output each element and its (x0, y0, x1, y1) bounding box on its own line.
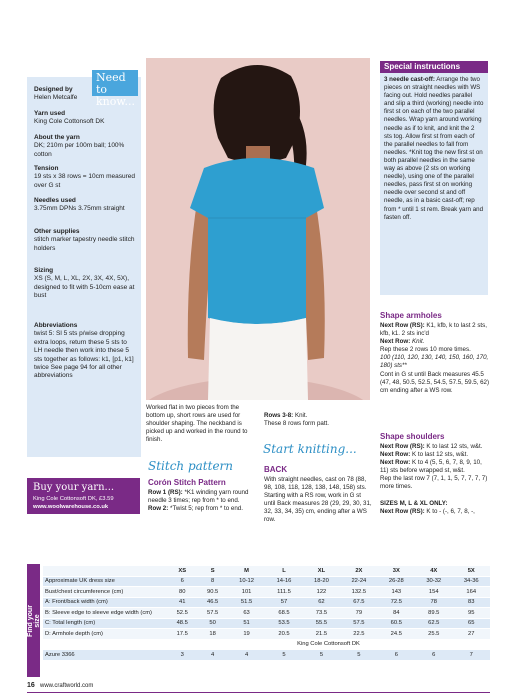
table-cell: 63 (228, 608, 265, 619)
next-row-label: Next Row: (380, 338, 411, 346)
info-block (34, 197, 136, 214)
info-heading: About the yarn (34, 134, 80, 141)
shoulders-row-3: K to 4 (5, 5, 6, 7, 8, 9, 10, 11) sts before wrapped st, w&t. (380, 459, 482, 475)
table-cell: 24.5 (378, 629, 415, 640)
info-block (34, 228, 136, 253)
special-instructions-text (384, 76, 484, 222)
rows-patt-note: These 8 rows form patt. (264, 420, 329, 428)
shape-armholes-text (380, 322, 492, 395)
shape-shoulders-text (380, 443, 492, 516)
info-value: Helen Metcalfe (34, 94, 78, 102)
table-cell: 46.5 (197, 597, 227, 608)
shoulders-repeat: Rep the last row 7 (7, 1, 1, 5, 7, 7, 7, 7) more times. (380, 475, 488, 491)
table-cell: 14-16 (265, 576, 302, 587)
table-cell: 55.5 (303, 618, 340, 629)
next-row-label: Next Row (RS): (380, 507, 425, 515)
need-to-know-label: Need to know... (92, 70, 138, 96)
table-cell: 10-12 (228, 576, 265, 587)
yarn-caption-row (43, 639, 490, 650)
table-cell: 67.5 (340, 597, 377, 608)
buy-yarn-title: Buy your yarn... (33, 482, 115, 493)
row-label: D: Armhole depth (cm) (43, 629, 167, 640)
coroin-stitch-title: Corón Stitch Pattern (148, 478, 226, 487)
armholes-continue: Cont in G st until Back measures 45.5 (47, 48, 50.5, 52.5, 54.5, 57.5, 59.5, 62) cm ending after a WS row. (380, 370, 490, 394)
table-cell: 8 (197, 576, 227, 587)
info-value: XS (S, M, L, XL, 2X, 3X, 4X, 5X), designed to fit with 5-10cm ease at bust (34, 275, 135, 300)
table-row (43, 618, 490, 629)
table-row (43, 587, 490, 598)
next-row-label: Next Row: (380, 459, 411, 467)
table-cell: 6 (415, 650, 452, 661)
table-cell: 80 (167, 587, 197, 598)
table-cell: 18-20 (303, 576, 340, 587)
row-1-text: *K1 winding yarn round needle 3 times; rep from * to end. (148, 489, 249, 505)
info-heading: Yarn used (34, 110, 66, 117)
size-header: 3X (378, 566, 415, 576)
shoulders-row-1: K to last 12 sts, w&t. (426, 443, 483, 450)
table-cell: 5 (340, 650, 377, 661)
table-cell: 132.5 (340, 587, 377, 598)
table-cell: 6 (378, 650, 415, 661)
size-table (43, 566, 490, 661)
table-row (43, 597, 490, 608)
size-header-row (43, 566, 490, 576)
table-cell: 73.5 (303, 608, 340, 619)
table-cell: 60.5 (378, 618, 415, 629)
start-knitting-heading: Start knitting... (263, 442, 357, 456)
table-cell: 164 (452, 587, 490, 598)
table-cell: 21.5 (303, 629, 340, 640)
info-heading: Other supplies (34, 228, 80, 235)
table-cell: 52.5 (167, 608, 197, 619)
stitch-pattern-heading: Stitch pattern (148, 459, 234, 473)
shape-shoulders-title: Shape shoulders (380, 432, 445, 441)
armholes-repeat: Rep these 2 rows 10 more times. (380, 346, 471, 354)
info-heading: Tension (34, 165, 59, 172)
table-cell: 89.5 (415, 608, 452, 619)
table-cell: 62.5 (415, 618, 452, 629)
table-cell: 22-24 (340, 576, 377, 587)
row-label: Bust/chest circumference (cm) (43, 587, 167, 598)
header-blank (43, 566, 167, 576)
info-heading: Abbreviations (34, 322, 78, 329)
next-row-label: Next Row (RS): (380, 443, 425, 450)
table-cell: 30-32 (415, 576, 452, 587)
table-cell: 27 (452, 629, 490, 640)
find-size-label: Find your size (27, 605, 41, 637)
table-cell: 26-28 (378, 576, 415, 587)
size-header: M (228, 566, 265, 576)
sizes-label: SIZES M, L & XL ONLY: (380, 499, 448, 507)
table-cell: 57 (265, 597, 302, 608)
row-label: A: Front/back width (cm) (43, 597, 167, 608)
buy-yarn-url[interactable]: www.woolwarehouse.co.uk (33, 504, 109, 510)
table-cell: 83 (452, 597, 490, 608)
table-cell: 51 (228, 618, 265, 629)
info-value: 3.75mm DPNs 3.75mm straight (34, 205, 125, 213)
info-block (34, 322, 136, 381)
footer-url[interactable]: www.craftworld.com (40, 683, 94, 689)
info-value: stitch marker tapestry needle stitch holders (34, 236, 135, 252)
row-label: B: Sleeve edge to sleeve edge width (cm) (43, 608, 167, 619)
rows-3-8-text (264, 412, 374, 428)
table-cell: 41 (167, 597, 197, 608)
special-instructions-title: Special instructions (380, 61, 488, 73)
three-needle-cast-off-label: 3 needle cast-off: (384, 76, 435, 83)
info-block (34, 267, 136, 301)
table-cell: 50 (197, 618, 227, 629)
armholes-row-2: Knit. (412, 338, 425, 346)
table-cell: 25.5 (415, 629, 452, 640)
table-cell: 101 (228, 587, 265, 598)
info-heading: Designed by (34, 86, 73, 93)
table-cell: 154 (415, 587, 452, 598)
size-header: L (265, 566, 302, 576)
table-cell: 79 (340, 608, 377, 619)
armholes-stitch-count: 100 (110, 120, 130, 140, 150, 160, 170, 180) sts** (380, 354, 489, 370)
row-label: Azure 3366 (43, 650, 167, 661)
table-cell: 95 (452, 608, 490, 619)
table-cell: 48.5 (167, 618, 197, 629)
info-block (34, 110, 136, 127)
info-value: twist 5: Sl 5 sts p/wise dropping extra loops, return these 5 sts to LH needle then work into these 5 sts together as follows: k1, [p1, k1] twice See page 94 for all other abbreviations (34, 330, 134, 380)
table-cell: 62 (303, 597, 340, 608)
table-row (43, 629, 490, 640)
table-cell: 65 (452, 618, 490, 629)
rows-3-8-value: Knit. (294, 412, 308, 419)
table-row (43, 576, 490, 587)
table-cell: 4 (197, 650, 227, 661)
size-header: XL (303, 566, 340, 576)
info-block (34, 134, 136, 159)
footer-rule (27, 692, 490, 693)
table-cell: 20.5 (265, 629, 302, 640)
row-label: C: Total length (cm) (43, 618, 167, 629)
table-cell: 78 (415, 597, 452, 608)
table-cell: 7 (452, 650, 490, 661)
back-text: With straight needles, cast on 78 (88, 98, 108, 118, 128, 138, 148, 158) sts. Starting with a RS row, work in G st until Back measures 28 (29, 29, 30, 31, 32, 33, 34, 35) cm, ending after a WS row. (264, 476, 372, 524)
table-cell: 4 (228, 650, 265, 661)
intro-text: Worked flat in two pieces from the bottom up, short rows are used for shoulder shaping. The neckband is picked up and worked in the round to finish. (146, 404, 248, 444)
table-cell: 68.5 (265, 608, 302, 619)
table-cell: 17.5 (167, 629, 197, 640)
table-cell: 53.5 (265, 618, 302, 629)
table-cell: 18 (197, 629, 227, 640)
table-cell: 5 (303, 650, 340, 661)
info-block (34, 86, 136, 103)
table-cell: 6 (167, 576, 197, 587)
info-heading: Needles used (34, 197, 76, 204)
model-illustration (146, 58, 370, 400)
shape-armholes-title: Shape armholes (380, 311, 442, 320)
back-title: BACK (264, 465, 288, 474)
table-cell: 84 (378, 608, 415, 619)
size-header: 2X (340, 566, 377, 576)
info-value: King Cole Cottonsoft DK (34, 118, 105, 126)
armholes-row-1: K1, kfb, k to last 2 sts, kfb, k1. 2 sts inc'd (380, 322, 487, 338)
table-cell: 57.5 (197, 608, 227, 619)
caption-blank (43, 639, 167, 650)
page-number: 16 (27, 682, 35, 689)
rows-3-8-label: Rows 3-8: (264, 412, 294, 419)
info-value: DK; 210m per 100m ball; 100% cotton (34, 142, 125, 158)
table-cell: 122 (303, 587, 340, 598)
table-cell: 90.5 (197, 587, 227, 598)
size-header: S (197, 566, 227, 576)
table-row (43, 608, 490, 619)
size-header: XS (167, 566, 197, 576)
table-cell: 111.5 (265, 587, 302, 598)
info-block (34, 165, 136, 190)
yarn-caption: King Cole Cottonsoft DK (167, 639, 490, 650)
table-cell: 57.5 (340, 618, 377, 629)
shoulders-row-2: K to last 12 sts, w&t. (412, 451, 469, 459)
next-row-label: Next Row: (380, 451, 411, 459)
size-header: 5X (452, 566, 490, 576)
table-cell: 5 (265, 650, 302, 661)
table-cell: 19 (228, 629, 265, 640)
row-2-label: Row 2: (148, 505, 169, 513)
size-header: 4X (415, 566, 452, 576)
row-1-label: Row 1 (RS): (148, 489, 183, 496)
model-photo (146, 58, 370, 400)
table-cell: 143 (378, 587, 415, 598)
row-2-text: *Twist 5; rep from * to end. (170, 505, 243, 513)
colour-row (43, 650, 490, 661)
table-cell: 3 (167, 650, 197, 661)
row-label: Approximate UK dress size (43, 576, 167, 587)
table-cell: 34-36 (452, 576, 490, 587)
three-needle-cast-off-text: Arrange the two pieces on straight needles with WS facing out. Hold needles parallel and slip a third (working) needle into first st on each of the two parallel needles. Wrap yarn around working needle as if to knit, and knit the 2 sts tog. Allow first st from each of the parallel needles to fall from needles. *Knit tog the new first st on both parallel needles in the same way as above (2 sts on working needle), using one of the parallel needles, pass first st on working needle over second st and off needle, as in a basic cast-off; rep from * until 1 st rem. Break yarn and fasten off. (384, 76, 484, 221)
table-cell: 22.5 (340, 629, 377, 640)
table-cell: 51.5 (228, 597, 265, 608)
next-row-label: Next Row (RS): (380, 322, 425, 329)
info-heading: Sizing (34, 267, 54, 274)
info-value: 19 sts x 38 rows = 10cm measured over G st (34, 173, 135, 189)
shoulders-row-6: K to - (-, 6, 7, 8, -, (426, 507, 475, 515)
table-cell: 72.5 (378, 597, 415, 608)
coroin-stitch-text (148, 489, 260, 513)
buy-yarn-price: King Cole Cottonsoft DK, £3.59 (33, 496, 114, 502)
